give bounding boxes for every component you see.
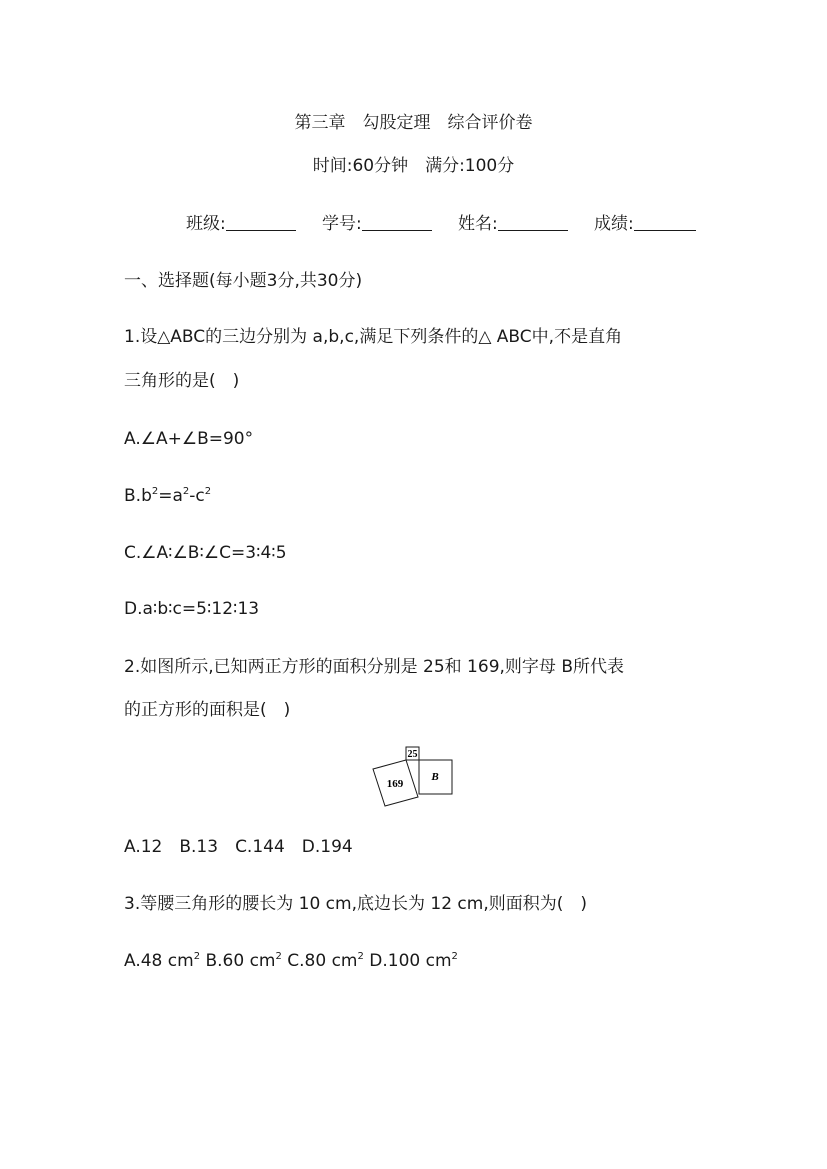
large-square-label: 169: [386, 778, 404, 790]
name-blank: [498, 214, 568, 231]
q2-options: A.12 B.13 C.144 D.194: [124, 837, 353, 857]
q1-option-d: D.a∶b∶c=5∶12∶13: [124, 599, 260, 619]
score-blank: [634, 214, 696, 231]
student-id-field: [322, 213, 432, 235]
student-id-label: 学号:: [322, 214, 362, 234]
class-blank: [226, 214, 296, 231]
q3-stem: 3.等腰三角形的腰长为 10 cm,底边长为 12 cm,则面积为( ): [124, 894, 587, 914]
page-title: 第三章 勾股定理 综合评价卷: [294, 113, 533, 133]
page-subtitle: 时间:60分钟 满分:100分: [312, 156, 515, 176]
class-label: 班级:: [186, 214, 226, 234]
q1-stem-line2: 三角形的是( ): [124, 371, 240, 391]
q1-stem-line1: 1.设△ABC的三边分别为 a,b,c,满足下列条件的△ ABC中,不是直角: [124, 327, 623, 347]
name-label: 姓名:: [458, 214, 498, 234]
score-field: [594, 213, 696, 235]
name-field: [458, 213, 568, 235]
score-label: 成绩:: [594, 214, 634, 234]
squares-figure: [368, 744, 458, 810]
q3-options: A.48 $cm^2$ B.60 $cm^2$ C.80 $cm^2$ D.100 $cm^2$: [124, 951, 458, 971]
student-id-blank: [362, 214, 432, 231]
q1-option-b: $B.b^2=a^2-c^2$: [124, 486, 212, 506]
class-field: [186, 213, 296, 235]
small-square-label: 25: [407, 749, 418, 760]
q1-option-c: C.∠A∶∠B∶∠C=3∶4∶5: [124, 543, 287, 563]
section-heading: 一、选择题(每小题3分,共30分): [124, 271, 363, 291]
q2-stem-line2: 的正方形的面积是( ): [124, 700, 291, 720]
q1-option-a: A.∠A+∠B=90°: [124, 429, 254, 449]
q2-stem-line1: 2.如图所示,已知两正方形的面积分别是 25和 169,则字母 B所代表: [124, 657, 624, 677]
square-b-label: B: [431, 771, 439, 783]
